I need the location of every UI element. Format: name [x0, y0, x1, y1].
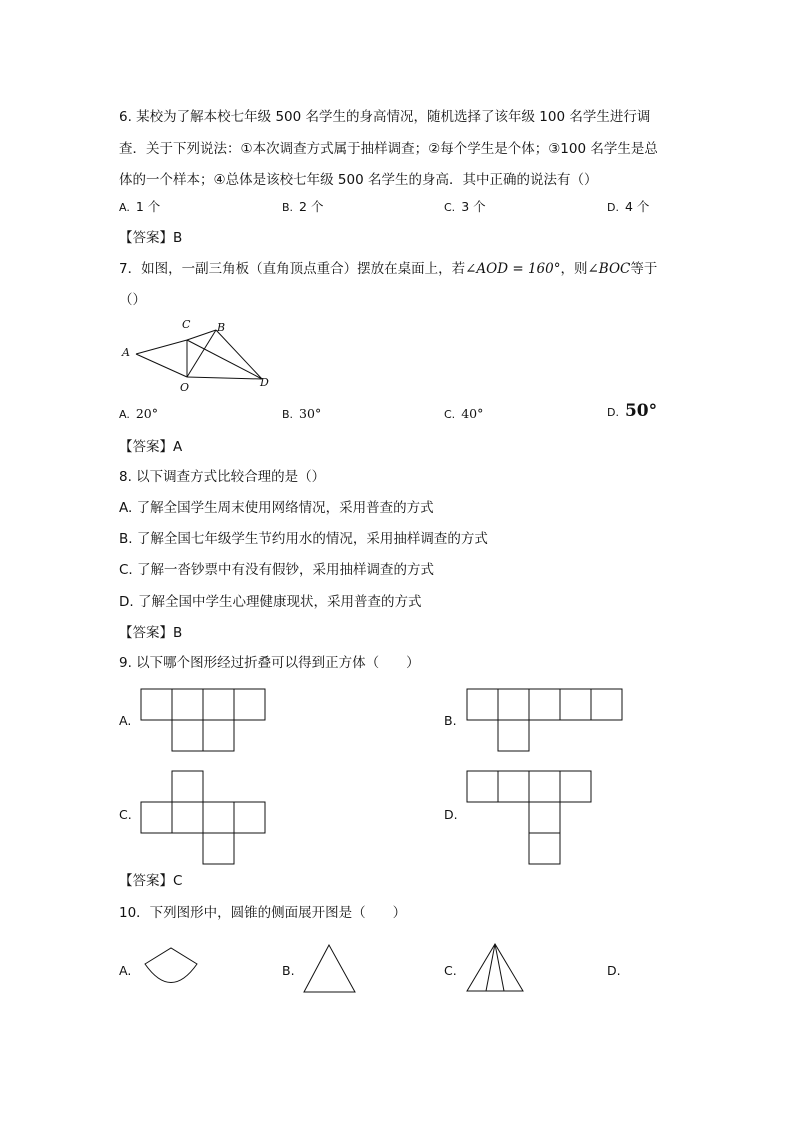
q7-angle-boc: ∠BOC — [587, 261, 631, 277]
q6-option-c: C. 3 个 — [444, 199, 486, 214]
q6-stem-line1: 6. 某校为了解本校七年级 500 名学生的身高情况，随机选择了该年级 100 名学生进行调 — [119, 109, 651, 125]
q8-option-b: B. 了解全国七年级学生节约用水的情况，采用抽样调查的方式 — [119, 531, 488, 547]
q10-sector-figure — [140, 943, 204, 993]
q10-label-c: C. — [444, 963, 457, 978]
q7-triangle-figure — [118, 318, 278, 398]
q10-triangle-figure — [302, 943, 360, 995]
q9-label-c: C. — [119, 807, 132, 822]
q9-label-a: A. — [119, 713, 132, 728]
q9-stem: 9. 以下哪个图形经过折叠可以得到正方体（ ） — [119, 655, 420, 671]
q6-option-b: B. 2 个 — [282, 199, 324, 214]
q7-label-d: D — [260, 376, 269, 389]
q6-answer: 【答案】B — [119, 230, 183, 246]
q6-stem-line2: 查．关于下列说法：①本次调查方式属于抽样调查；②每个学生是个体；③100 名学生是总 — [119, 141, 658, 157]
q8-option-a: A. 了解全国学生周末使用网络情况，采用普查的方式 — [119, 500, 434, 516]
q7-option-b: B. 30° — [282, 406, 322, 421]
q7-answer: 【答案】A — [119, 439, 183, 455]
q10-label-a: A. — [119, 963, 132, 978]
q10-stem: 10．下列图形中，圆锥的侧面展开图是（ ） — [119, 905, 407, 921]
q9-net-b — [466, 688, 628, 754]
q7-label-c: C — [182, 318, 191, 331]
q7-option-a: A. 20° — [119, 406, 158, 421]
q7-angle-aod: ∠AOD = 160° — [465, 261, 561, 277]
q9-label-b: B. — [444, 713, 457, 728]
q8-stem: 8. 以下调查方式比较合理的是（） — [119, 469, 326, 485]
q7-stem-line1: 7．如图，一副三角板（直角顶点重合）摆放在桌面上，若∠AOD = 160°，则∠BOC等于 — [119, 261, 658, 277]
q10-label-b: B. — [282, 963, 295, 978]
q8-answer: 【答案】B — [119, 625, 183, 641]
q9-net-a — [140, 688, 270, 754]
q7-label-a: A — [122, 346, 130, 359]
q7-option-d: D. 50° — [607, 401, 658, 421]
q9-answer: 【答案】C — [119, 873, 183, 889]
q6-option-d: D. 4 个 — [607, 199, 650, 214]
q7-label-b: B — [217, 321, 226, 334]
q6-stem-line3: 体的一个样本；④总体是该校七年级 500 名学生的身高．其中正确的说法有（） — [119, 172, 598, 188]
q8-option-d: D. 了解全国中学生心理健康现状，采用普查的方式 — [119, 594, 422, 610]
q8-option-c: C. 了解一沓钞票中有没有假钞，采用抽样调查的方式 — [119, 562, 435, 578]
q7-option-c: C. 40° — [444, 406, 484, 421]
q9-label-d: D. — [444, 807, 458, 822]
q9-net-d — [466, 770, 596, 867]
q7-stem-line2: （） — [119, 292, 146, 308]
q7-label-o: O — [180, 381, 190, 394]
q10-label-d: D. — [607, 963, 621, 978]
q9-net-c — [140, 770, 270, 867]
q10-pyramid-figure — [464, 941, 530, 995]
q6-option-a: A. 1 个 — [119, 199, 161, 214]
